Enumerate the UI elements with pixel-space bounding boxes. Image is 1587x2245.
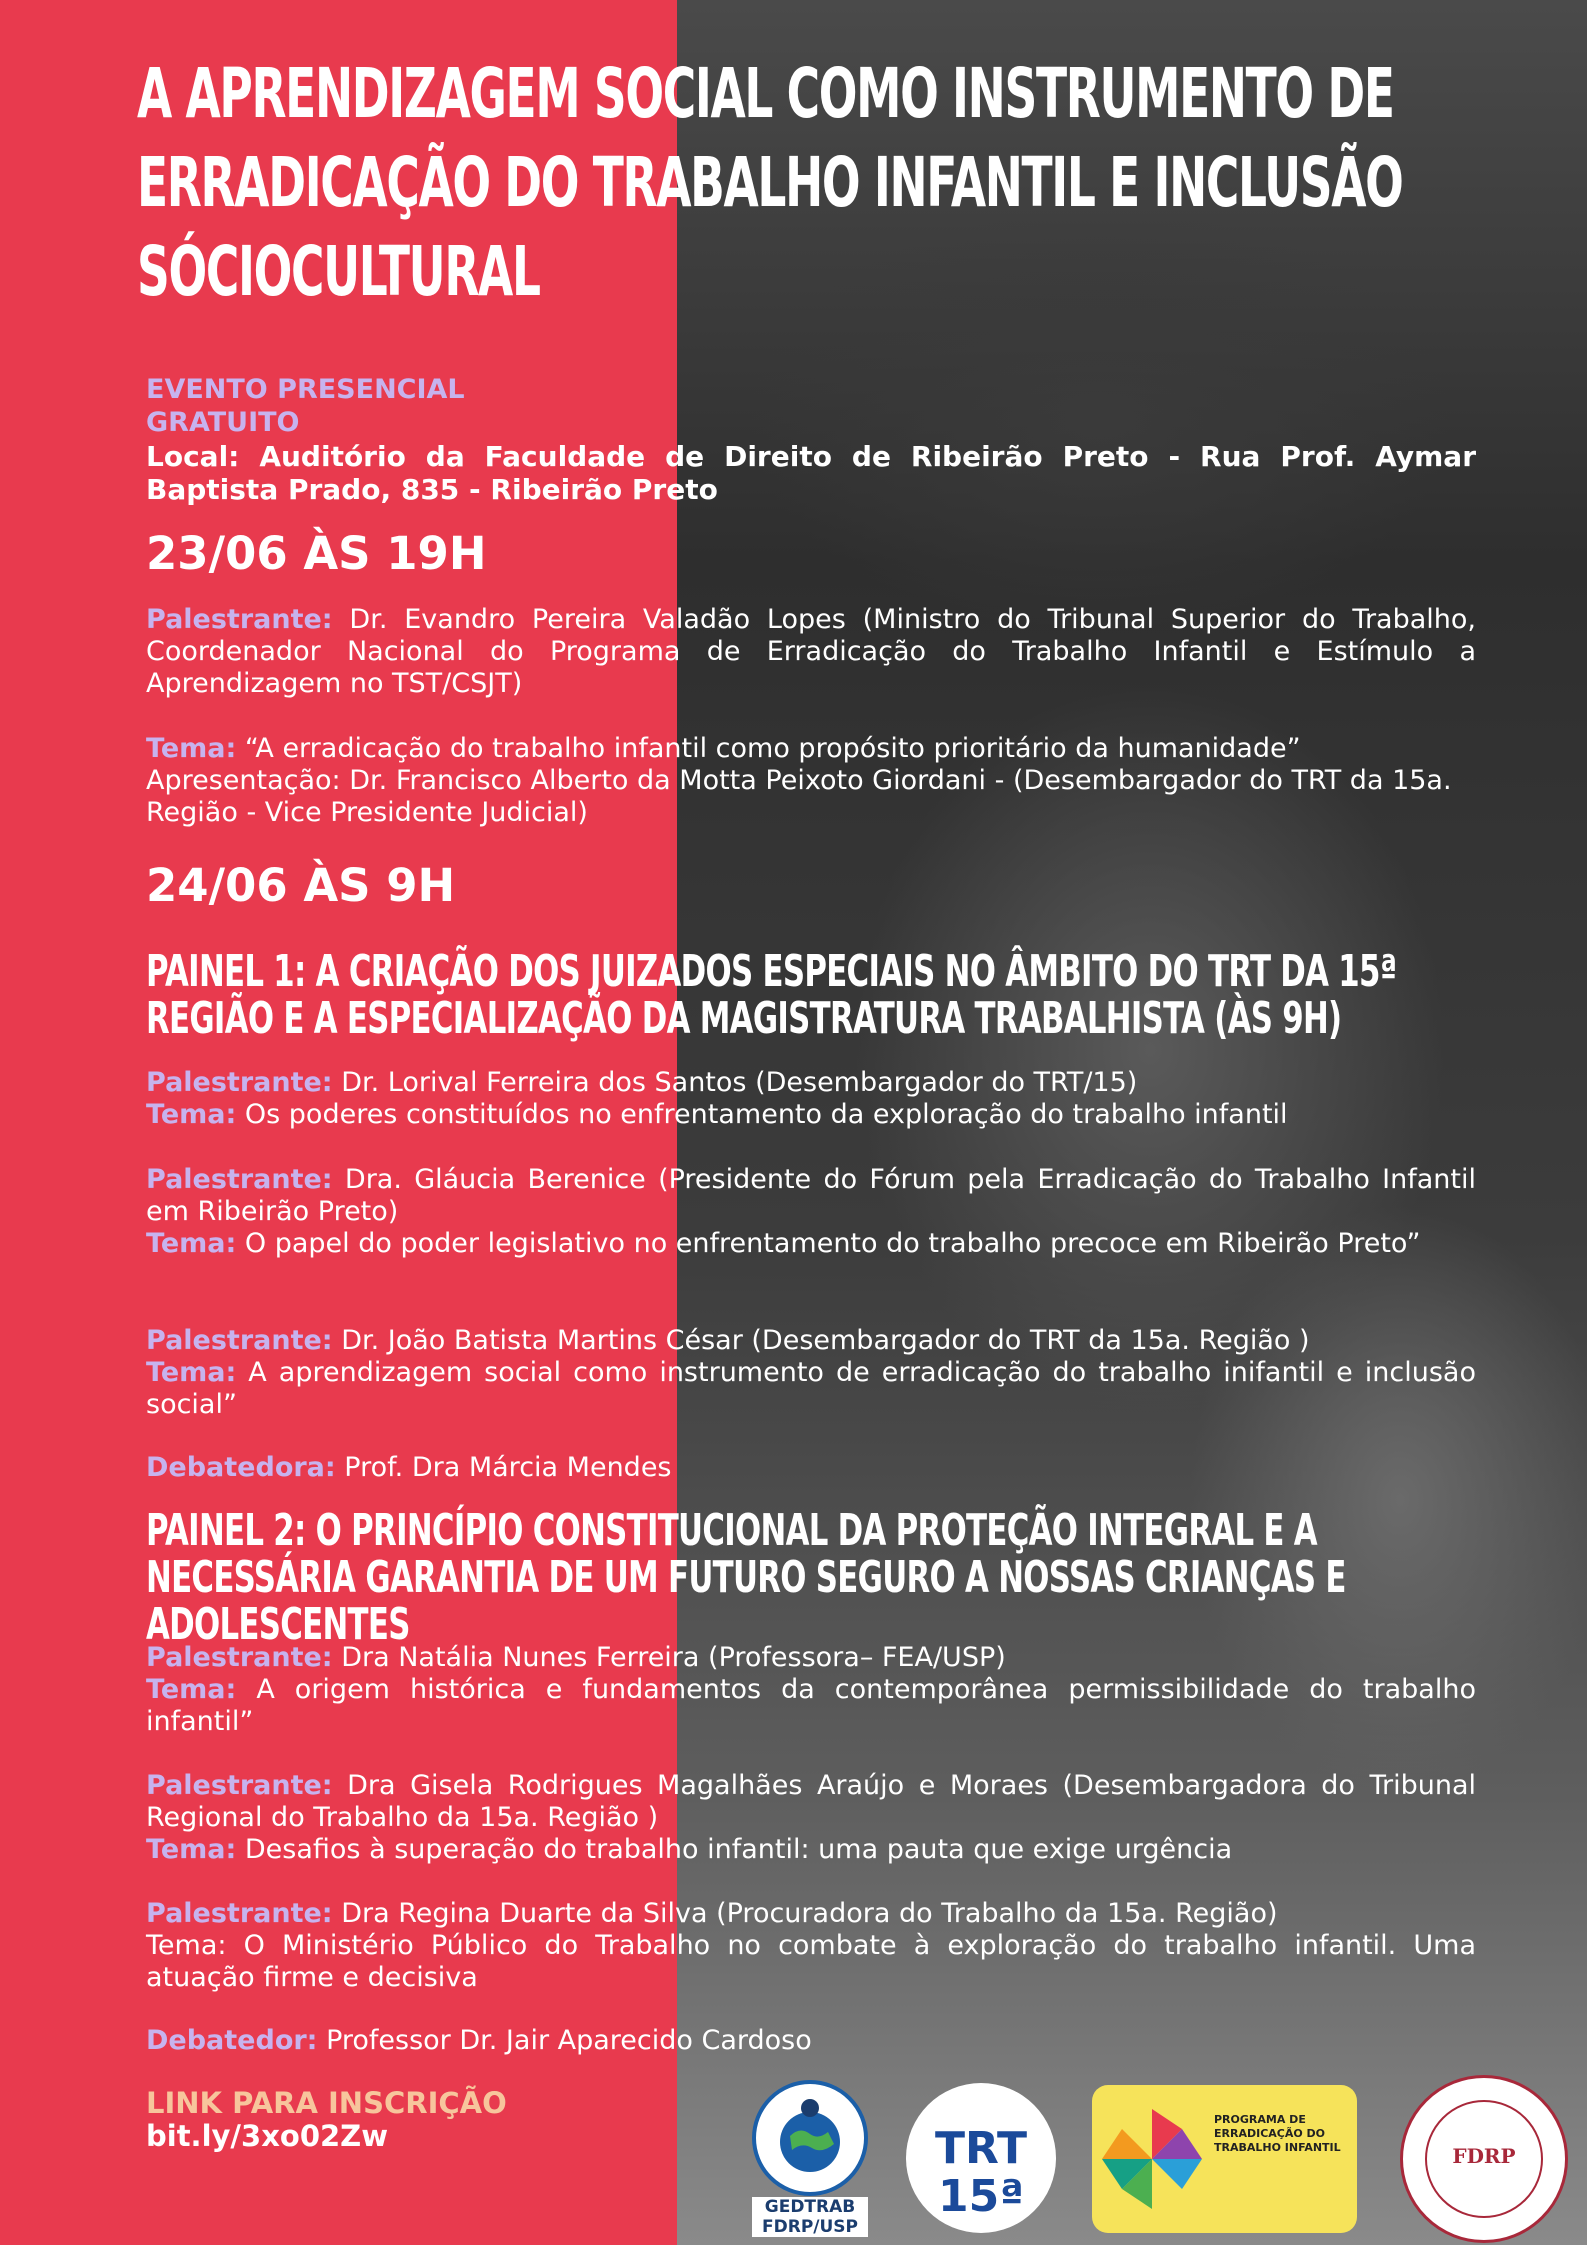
debater-label: Debatedor: xyxy=(146,2025,318,2056)
debater-text: Professor Dr. Jair Aparecido Cardoso xyxy=(317,2025,812,2056)
panel1-talk-3 xyxy=(146,1325,1476,1421)
gedtrab-line2: FDRP/USP xyxy=(762,2217,858,2237)
gedtrab-caption xyxy=(752,2197,868,2237)
event-type xyxy=(146,373,1476,439)
panel2-talk-1 xyxy=(146,1642,1476,1738)
theme-label: Tema: xyxy=(146,733,237,764)
theme-text: Tema: O Ministério Público do Trabalho no combate à exploração do trabalho infantil. Uma atuação firme e decisiva xyxy=(146,1930,1476,1993)
theme-text: Desafios à superação do trabalho infantil: uma pauta que exige urgência xyxy=(236,1834,1233,1865)
speaker-text: Dr. Evandro Pereira Valadão Lopes (Ministro do Tribunal Superior do Trabalho, Coordenador Nacional do Programa de Erradicação do Trabalho Infantil e Estímulo a Aprendizagem no TST/CSJT) xyxy=(146,604,1476,699)
day1-date: 23/06 ÀS 19H xyxy=(146,527,487,580)
speaker-text: Dra Regina Duarte da Silva (Procuradora do Trabalho da 15a. Região) xyxy=(332,1898,1278,1929)
theme-text: A aprendizagem social como instrumento de erradicação do trabalho inifantil e inclusão social” xyxy=(146,1357,1476,1420)
gedtrab-line1: GEDTRAB xyxy=(764,2197,856,2217)
theme-label: Tema: xyxy=(146,1834,237,1865)
gedtrab-logo xyxy=(752,2080,868,2196)
speaker-label: Palestrante: xyxy=(146,1642,333,1673)
panel1-talk-1 xyxy=(146,1067,1476,1131)
panel1-heading: PAINEL 1: A CRIAÇÃO DOS JUIZADOS ESPECIAIS NO ÂMBITO DO TRT DA 15ª REGIÃO E A ESPECIALIZAÇÃO DA MAGISTRATURA TRABALHISTA (ÀS 9H) xyxy=(146,946,1397,1044)
panel2-heading: PAINEL 2: O PRINCÍPIO CONSTITUCIONAL DA PROTEÇÃO INTEGRAL E A NECESSÁRIA GARANTIA DE UM FUTURO SEGURO A NOSSAS CRIANÇAS E ADOLESCENTES xyxy=(146,1505,1346,1650)
debater-text: Prof. Dra Márcia Mendes xyxy=(335,1452,672,1483)
programa-text: PROGRAMA DE ERRADICAÇÃO DO TRABALHO INFANTIL xyxy=(1214,2113,1341,2154)
speaker-text: Dra Gisela Rodrigues Magalhães Araújo e Moraes (Desembargadora do Tribunal Regional do Trabalho da 15a. Região ) xyxy=(146,1770,1476,1833)
programa-erradicacao-logo xyxy=(1092,2085,1357,2233)
theme-text: “A erradicação do trabalho infantil como propósito prioritário da humanidade” xyxy=(236,733,1301,764)
speaker-label: Palestrante: xyxy=(146,1067,333,1098)
debater-label: Debatedora: xyxy=(146,1452,336,1483)
event-type-line1: EVENTO PRESENCIAL xyxy=(146,374,465,405)
theme-label: Tema: xyxy=(146,1357,237,1388)
fdrp-text: FDRP xyxy=(1452,2144,1516,2168)
fdrp-seal xyxy=(1400,2075,1568,2243)
panel2-debater xyxy=(146,2025,1476,2057)
speaker-text: Dr. Lorival Ferreira dos Santos (Desembargador do TRT/15) xyxy=(332,1067,1138,1098)
speaker-text: Dra. Gláucia Berenice (Presidente do Fórum pela Erradicação do Trabalho Infantil em Ribeirão Preto) xyxy=(146,1164,1476,1227)
theme-text: A origem histórica e fundamentos da contemporânea permissibilidade do trabalho infantil” xyxy=(146,1674,1476,1737)
day1-theme xyxy=(146,733,1476,829)
panel2-talk-3 xyxy=(146,1898,1476,1994)
speaker-label: Palestrante: xyxy=(146,1898,333,1929)
panel1-talk-2 xyxy=(146,1164,1476,1260)
event-location: Local: Auditório da Faculdade de Direito de Ribeirão Preto - Rua Prof. Aymar Baptista Prado, 835 - Ribeirão Preto xyxy=(146,440,1476,506)
globe-icon xyxy=(756,2084,864,2192)
speaker-label: Palestrante: xyxy=(146,1164,333,1195)
theme-label: Tema: xyxy=(146,1674,237,1705)
trt-line2: 15ª xyxy=(937,2171,1025,2222)
trt15-logo xyxy=(906,2083,1056,2233)
speaker-label: Palestrante: xyxy=(146,1325,333,1356)
speaker-label: Palestrante: xyxy=(146,604,333,635)
page-title: A APRENDIZAGEM SOCIAL COMO INSTRUMENTO DE ERRADICAÇÃO DO TRABALHO INFANTIL E INCLUSÃO SÓCIOCULTURAL xyxy=(137,54,1403,312)
trt15-text xyxy=(906,2125,1056,2221)
speaker-text: Dra Natália Nunes Ferreira (Professora– FEA/USP) xyxy=(332,1642,1006,1673)
speaker-text: Dr. João Batista Martins César (Desembargador do TRT da 15a. Região ) xyxy=(332,1325,1310,1356)
presentation-text: Apresentação: Dr. Francisco Alberto da Motta Peixoto Giordani - (Desembargador do TRT da 15a. Região - Vice Presidente Judicial) xyxy=(146,765,1452,828)
trt-line1: TRT xyxy=(935,2123,1027,2174)
theme-text: O papel do poder legislativo no enfrentamento do trabalho precoce em Ribeirão Preto” xyxy=(236,1228,1421,1259)
pinwheel-icon xyxy=(1092,2085,1212,2233)
registration-link[interactable]: bit.ly/3xo02Zw xyxy=(146,2119,388,2153)
registration-label: LINK PARA INSCRIÇÃO xyxy=(146,2086,507,2120)
day2-date: 24/06 ÀS 9H xyxy=(146,859,456,912)
panel1-debater xyxy=(146,1452,1476,1484)
theme-label: Tema: xyxy=(146,1099,237,1130)
panel2-talk-2 xyxy=(146,1770,1476,1866)
day1-speaker xyxy=(146,604,1476,700)
speaker-label: Palestrante: xyxy=(146,1770,333,1801)
event-type-line2: GRATUITO xyxy=(146,407,300,438)
fdrp-seal-inner xyxy=(1425,2100,1543,2218)
theme-label: Tema: xyxy=(146,1228,237,1259)
theme-text: Os poderes constituídos no enfrentamento da exploração do trabalho infantil xyxy=(236,1099,1288,1130)
